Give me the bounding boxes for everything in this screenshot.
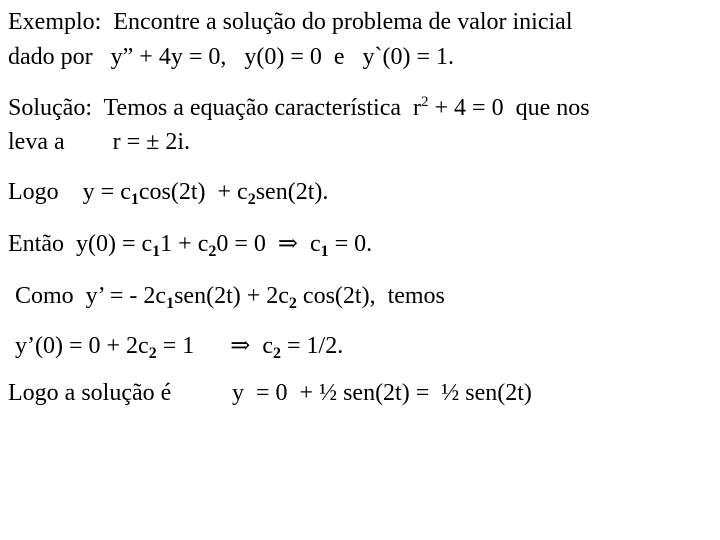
then-suffix: = 0. [328, 231, 373, 257]
initial-condition-line [8, 231, 373, 260]
example-heading-line-2: dado por y” + 4y = 0, y(0) = 0 e y`(0) = 1. [8, 44, 455, 70]
solution-line-1 [8, 96, 590, 120]
subscript: 1 [320, 243, 329, 260]
general-prefix: Logo y = c [8, 179, 131, 205]
subscript: 2 [208, 243, 217, 260]
subscript: 2 [148, 345, 157, 362]
conclusion-label: Logo a solução é [8, 380, 172, 406]
general-solution-line [8, 179, 329, 208]
solution-text-rest: + 4 = 0 que nos [428, 95, 590, 121]
subscript: 2 [247, 191, 256, 208]
conclusion-result: y = 0 + ½ sen(2t) = ½ sen(2t) [232, 380, 532, 406]
solution-line-2: leva a r = ± 2i. [8, 129, 190, 155]
subscript: 2 [288, 295, 297, 312]
subscript: 1 [130, 191, 139, 208]
derivative-line [15, 283, 445, 312]
subscript: 1 [152, 243, 161, 260]
derivative-suffix: = 1/2. [281, 333, 344, 359]
since-suffix: cos(2t), temos [296, 283, 445, 309]
general-mid: cos(2t) + c [138, 179, 248, 205]
general-suffix: sen(2t). [255, 179, 329, 205]
example-heading-line-1: Exemplo: Encontre a solução do problema de valor inicial [8, 9, 573, 35]
subscript: 1 [166, 295, 175, 312]
derivative-condition-line [15, 333, 344, 362]
solution-text: Solução: Temos a equação característica r [8, 95, 422, 121]
derivative-prefix: y’(0) = 0 + 2c [15, 333, 149, 359]
since-mid: sen(2t) + 2c [174, 283, 289, 309]
derivative-mid: = 1 ⇒ c [156, 333, 273, 359]
then-mid-2: 0 = 0 ⇒ c [216, 231, 321, 257]
then-prefix: Então y(0) = c [8, 231, 153, 257]
since-prefix: Como y’ = - 2c [15, 283, 167, 309]
subscript: 2 [273, 345, 281, 362]
exponent: 2 [421, 94, 429, 110]
then-mid-1: 1 + c [160, 231, 209, 257]
